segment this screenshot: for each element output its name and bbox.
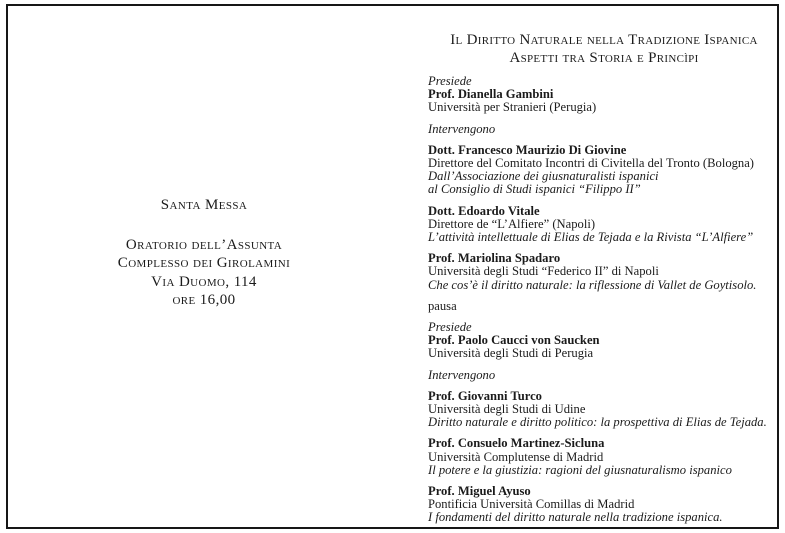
chair-name: Prof. Dianella Gambini bbox=[428, 87, 554, 102]
speaker-role: Pontificia Università Comillas di Madrid bbox=[428, 497, 635, 512]
speakers-label: Intervengono bbox=[428, 121, 496, 136]
speaker-entry bbox=[428, 252, 780, 292]
speakers-label: Intervengono bbox=[428, 367, 496, 382]
talk-title-line: I fondamenti del diritto naturale nella tradizione ispanica. bbox=[428, 510, 723, 525]
mass-title: Santa Messa bbox=[160, 197, 248, 213]
speaker-role: Università degli Studi di Udine bbox=[428, 402, 586, 417]
speaker-name: Prof. Consuelo Martinez-Sicluna bbox=[428, 436, 605, 451]
chair-label: Presiede bbox=[428, 74, 472, 88]
session1-chair bbox=[428, 75, 780, 115]
chair-affiliation: Università per Stranieri (Perugia) bbox=[428, 100, 597, 115]
talk-title-line: L’attività intellettuale di Elias de Tejada e la Rivista “L’Alfiere” bbox=[428, 230, 754, 245]
chair-label: Presiede bbox=[428, 320, 472, 335]
session2-speakers-label bbox=[428, 369, 780, 382]
venue-complex: Complesso dei Girolamini bbox=[117, 255, 291, 271]
speaker-name: Dott. Francesco Maurizio Di Giovine bbox=[428, 142, 627, 157]
session2-chair bbox=[428, 321, 780, 361]
speaker-name: Prof. Mariolina Spadaro bbox=[428, 251, 561, 266]
mass-info-panel bbox=[8, 196, 400, 310]
talk-title-line: Diritto naturale e diritto politico: la prospettiva di Elias de Tejada. bbox=[428, 415, 767, 430]
chair-name: Prof. Paolo Caucci von Saucken bbox=[428, 333, 600, 348]
speaker-name: Dott. Edoardo Vitale bbox=[428, 203, 540, 218]
speaker-entry bbox=[428, 485, 780, 525]
program-title-line1: Il Diritto Naturale nella Tradizione Ispanica bbox=[450, 32, 758, 48]
speaker-role: Direttore del Comitato Incontri di Civitella del Tronto (Bologna) bbox=[428, 156, 754, 171]
chair-affiliation: Università degli Studi di Perugia bbox=[428, 346, 594, 361]
program-page-border bbox=[6, 4, 779, 529]
talk-title-line: Che cos’è il diritto naturale: la riflessione di Vallet de Goytisolo. bbox=[428, 277, 757, 292]
talk-title-line: Dall’Associazione dei giusnaturalisti ispanici bbox=[428, 169, 659, 184]
program-title bbox=[428, 32, 780, 67]
speaker-role: Direttore de “L’Alfiere” (Napoli) bbox=[428, 216, 596, 231]
speaker-name: Prof. Miguel Ayuso bbox=[428, 484, 531, 499]
speaker-entry bbox=[428, 205, 780, 245]
program-title-line2: Aspetti tra Storia e Princìpi bbox=[509, 49, 699, 66]
speaker-name: Prof. Giovanni Turco bbox=[428, 388, 542, 403]
speaker-role: Università degli Studi “Federico II” di Napoli bbox=[428, 264, 659, 279]
venue-name: Oratorio dell’Assunta bbox=[125, 236, 283, 253]
speaker-role: Università Complutense di Madrid bbox=[428, 449, 604, 464]
venue-time: ore 16,00 bbox=[172, 292, 236, 308]
pause bbox=[428, 300, 780, 313]
speaker-entry bbox=[428, 144, 780, 197]
speaker-entry bbox=[428, 390, 780, 430]
pause-label: pausa bbox=[428, 298, 457, 313]
talk-title-line: Il potere e la giustizia: ragioni del giusnaturalismo ispanico bbox=[428, 462, 732, 477]
speaker-entry bbox=[428, 437, 780, 477]
venue-address: Via Duomo, 114 bbox=[151, 273, 257, 290]
session1-speakers-label bbox=[428, 123, 780, 136]
program-panel bbox=[428, 32, 780, 533]
talk-title-line: al Consiglio di Studi ispanici “Filippo II” bbox=[428, 182, 641, 197]
